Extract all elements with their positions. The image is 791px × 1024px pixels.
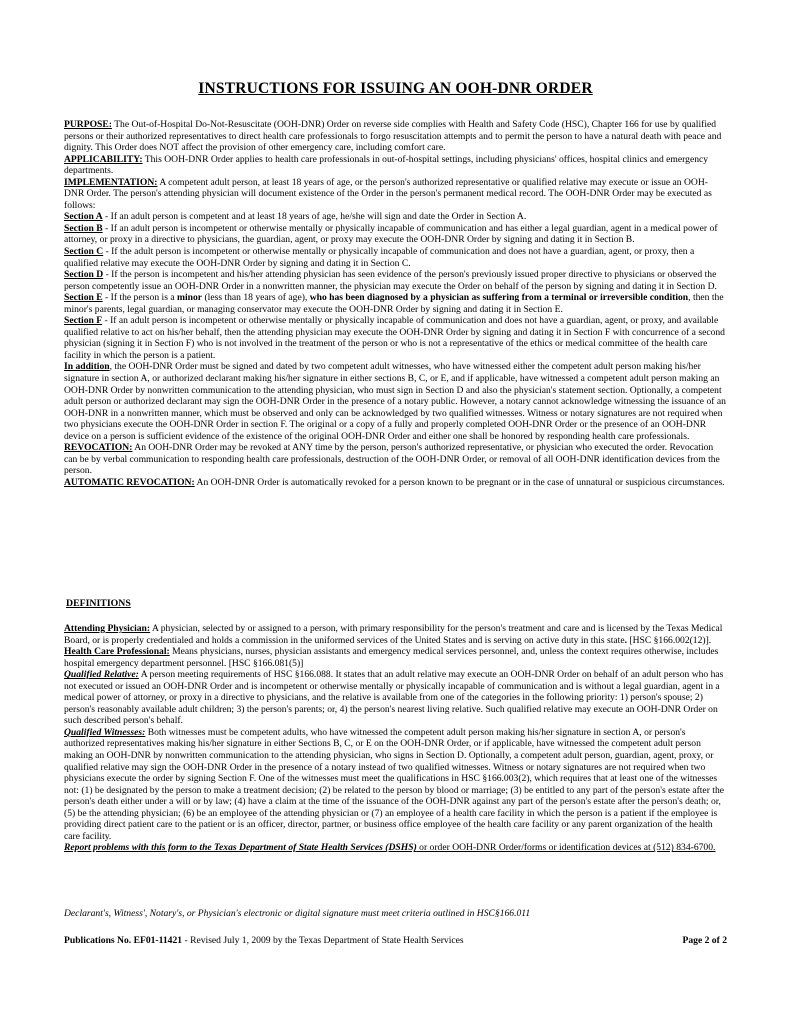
attending-physician-text-2: [HSC §166.002(12)]. [626,634,712,646]
report-problems-note [64,842,727,854]
applicability-paragraph [64,154,727,177]
attending-physician-label: Attending Physician: [64,623,151,634]
attending-physician-definition [64,623,727,646]
qualified-witnesses-text: Both witnesses must be competent adults, who have witnessed the competent adult person making his/her signature in section A, or person's authorized representatives making his/her signature in either Sections B, C, or E on the OOH-DNR Order, or if applicable, have witnessed the competent adult person making an OOH-DNR by nonwritten communication to the attending physician, who signs in Section D. Optionally, a competent adult person, guardian, agent, proxy, or qualified relative may sign the OOH-DNR Order in the presence of a notary instead of two qualified witnesses. Witness or notary signatures are not required when two physicians execute the order by signing Section F. One of the witnesses must meet the qualifications in HSC §166.003(2), which requires that at least one of the witnesses not: (1) be designated by the person to make a treatment decision; (2) be related to the person by blood or marriage; (3) be entitled to any part of the person's estate after the person's death either under a will or by law; (4) have a claim at the time of the issuance of the OOH-DNR against any part of the person's estate after the person's death; or, (5) be the attending physician; (6) be an employee of the attending physician or (7) an employee of a health care facility in which the person is a patient if the employee is providing direct patient care to the patient or is an officer, director, partner, or business office employee of the health care facility or any parent organization of the health care facility. [64,726,725,842]
page-title: INSTRUCTIONS FOR ISSUING AN OOH-DNR ORDER [198,80,593,97]
section-a-label: Section A [64,211,103,223]
applicability-label: APPLICABILITY: [64,153,143,165]
implementation-label: IMPLEMENTATION: [64,176,158,188]
electronic-signature-note: Declarant's, Witness', Notary's, or Physician's electronic or digital signature must meet criteria outlined in HSC§166.011 [64,908,531,919]
in-addition-label: In addition [64,361,110,373]
health-care-professional-definition [64,646,727,669]
section-e-text-2: (less than 18 years of age), [202,292,310,304]
section-e-minor: minor [177,292,203,304]
section-a-text: - If an adult person is competent and at least 18 years of age, he/she will sign and date the Order in Section A. [102,211,527,223]
qualified-witnesses-definition [64,727,727,842]
qualified-relative-definition [64,669,727,727]
section-d-paragraph [64,269,727,292]
section-f-text: - If an adult person is incompetent or otherwise mentally or physically incapable of communication and does not have a guardian, agent, or proxy, and available qualified relative to act on his/her behalf, then the attending physician may execute the OOH-DNR Order by signing and dating it in Section F with concurrence of a second physician (signing it in Section F) who is not involved in the treatment of the person or who is not a representative of the ethics or medical committee of the health care facility in which the person is a patient. [64,315,725,361]
section-e-label: Section E [64,292,103,304]
publication-number: Publications No. EF01-11421 [64,935,183,946]
in-addition-paragraph [64,361,727,442]
automatic-revocation-text: An OOH-DNR Order is automatically revoked for a person known to be pregnant or in the case of unnatural or suspicious circumstances. [194,476,725,488]
page-number: Page 2 of 2 [682,935,727,946]
attending-physician-text-1: A physician, selected by or assigned to a person, with primary responsibility for the person's treatment and care and is licensed by the Texas Medical Board, or is properly credentialed and holds a commission in the uniformed services of the United States and is serving on active duty in this state [64,623,723,646]
section-c-text: - If the adult person is incompetent or otherwise mentally or physically incapable of communication and does not have a guardian, agent, or proxy, then a qualified relative may execute the OOH-DNR Order by signing and dating it in Section C. [64,246,695,269]
revocation-paragraph [64,442,727,477]
revocation-label: REVOCATION: [64,442,133,454]
section-b-text: - If an adult person is incompetent or otherwise mentally or physically incapable of communication and has either a legal guardian, agent in a medical power of attorney, or proxy in a directive to physicians, the guardian, agent, or proxy may execute the OOH-DNR Order by signing and dating it in Section B. [64,222,718,246]
implementation-text: A competent adult person, at least 18 years of age, or the person's authorized representative or qualified relative may execute or issue an OOH-DNR Order. The person's attending physician will document existence of the Order in the person's permanent medical record. The OOH-DNR Order may be executed as follows: [64,176,712,211]
section-e-text-3: , then the minor's parents, legal guardian, or managing conservator may execute the OOH-DNR Order by signing and dating it in Section E. [64,292,724,315]
health-care-professional-text: Means physicians, nurses, physician assistants and emergency medical services personnel, and, unless the context requires otherwise, includes hospital emergency department personnel. [HSC §166.081(5)] [64,646,719,669]
attending-physician-period: . [624,634,627,646]
automatic-revocation-paragraph [64,477,727,489]
instructions-body [64,119,727,489]
revision-note: - Revised July 1, 2009 by the Texas Department of State Health Services [182,935,464,946]
section-a-paragraph [64,211,727,223]
implementation-paragraph [64,177,727,212]
section-f-label: Section F [64,315,103,327]
section-d-text: - If the person is incompetent and his/her attending physician has seen evidence of the person's previously issued proper directive to physicians or observed the person competently issue an OOH-DNR Order in a nonwritten manner, the physician may execute the Order on behalf of the person by signing and dating it in Section D. [64,269,717,292]
section-d-label: Section D [64,269,104,281]
purpose-paragraph [64,119,727,154]
automatic-revocation-label: AUTOMATIC REVOCATION: [64,476,195,488]
section-c-paragraph [64,246,727,269]
report-problems-lead: Report problems with this form to the Texas Department of State Health Services (DSHS) [64,842,417,854]
page-footer [64,935,727,946]
applicability-text: This OOH-DNR Order applies to health care professionals in out-of-hospital settings, including physicians' offices, hospital clinics and emergency departments. [64,153,709,177]
qualified-relative-text: A person meeting requirements of HSC §166.088. It states that an adult relative may execute an OOH-DNR Order on behalf of an adult person who has not executed or issued an OOH-DNR Order and is incompetent or otherwise mentally or physically incapable of communication and is without a legal guardian, agent in a medical power of attorney, or proxy in a directive to physicians, and the relative is available from one of the categories in the following priority: 1) person's spouse; 2) person's reasonably available adult children; 3) the person's parents; or, 4) the person's nearest living relative. Such qualified relative may execute an OOH-DNR Order on such described person's behalf. [64,669,724,727]
definitions-body [64,623,727,854]
qualified-witnesses-label: Qualified Witnesses: [64,726,146,738]
purpose-text: The Out-of-Hospital Do-Not-Resuscitate (OOH-DNR) Order on reverse side complies with Health and Safety Code (HSC), Chapter 166 for use by qualified persons or their authorized representatives to direct health care professionals to forgo resuscitation attempts and to permit the person to have a natural death with peace and dignity. This Order does NOT affect the provision of other emergency care, including comfort care. [64,119,722,154]
in-addition-text: , the OOH-DNR Order must be signed and dated by two competent adult witnesses, who have witnessed either the competent adult person making his/her signature in section A, or authorized declarant making his/her signature in either sections B, C, or E, and if applicable, have witnessed a competent adult person making an OOH-DNR Order by nonwritten communication to the attending physician, who must sign in Section D and also the physician's statement section. Optionally, a competent adult person or authorized declarant may sign the OOH-DNR Order in the presence of a notary public. However, a notary cannot acknowledge witnessing the issuance of an OOH-DNR in a nonwritten manner, which must be observed and only can be acknowledged by two qualified witnesses. Witness or notary signatures are not required when two physicians execute the OOH-DNR Order in section F. The original or a copy of a fully and properly completed OOH-DNR Order or the presence of an OOH-DNR device on a person is sufficient evidence of the existence of the original OOH-DNR Order and either one shall be honored by responding health care professionals. [64,361,726,442]
section-b-paragraph [64,223,727,246]
health-care-professional-label: Health Care Professional: [64,646,170,658]
purpose-label: PURPOSE: [64,119,112,130]
section-e-paragraph [64,292,727,315]
qualified-relative-label: Qualified Relative: [64,669,139,681]
section-e-text-1: - If the person is a [102,292,177,304]
section-e-diagnosis: who has been diagnosed by a physician as suffering from a terminal or irreversible condition [309,292,689,304]
report-problems-text: or order OOH-DNR Order/forms or identification devices at (512) 834-6700. [416,842,716,854]
section-c-label: Section C [64,246,104,258]
revocation-text: An OOH-DNR Order may be revoked at ANY time by the person, person's authorized representative, or physician who executed the order. Revocation can be by verbal communication to responding health care professionals, destruction of the OOH-DNR Order, or removal of all OOH-DNR identification devices from the person. [64,442,720,477]
section-b-label: Section B [64,222,103,234]
definitions-heading: DEFINITIONS [66,598,131,609]
section-f-paragraph [64,315,727,361]
